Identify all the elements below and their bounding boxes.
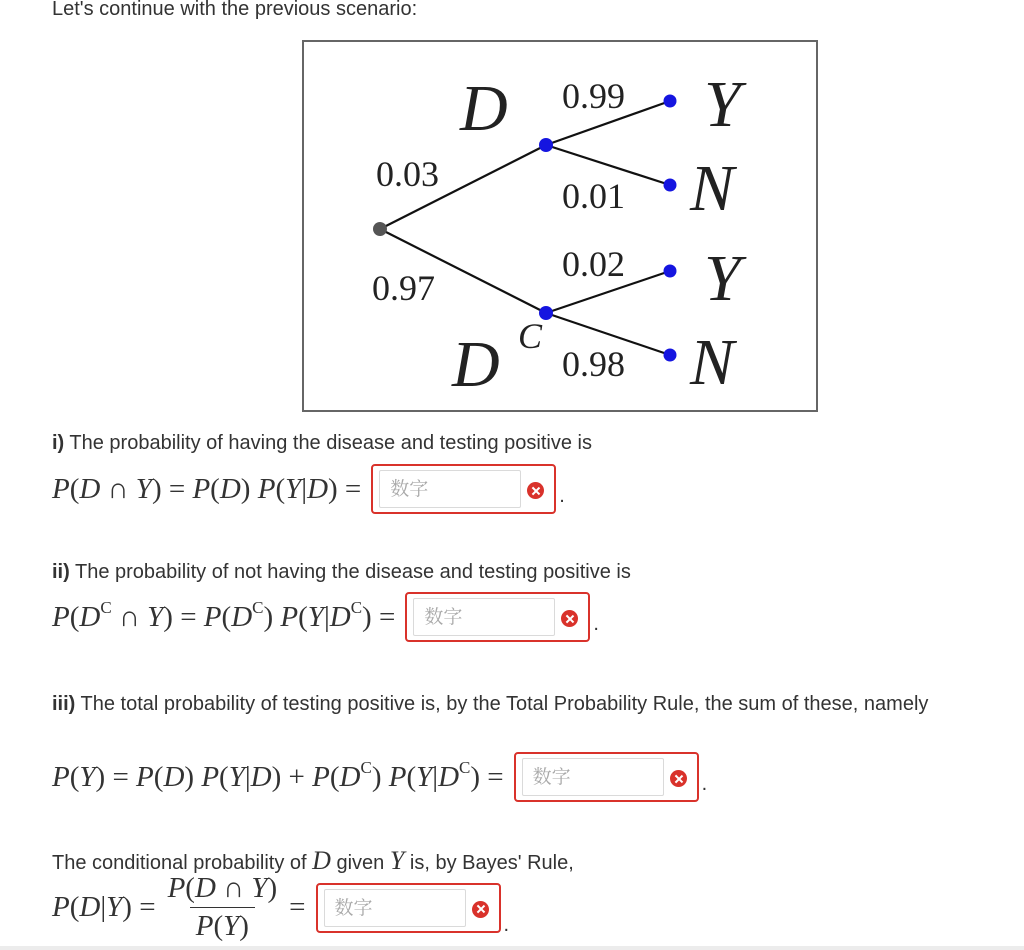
- question-3-number: iii): [52, 693, 76, 715]
- page-bottom-rule: [0, 946, 1024, 950]
- question-4-text-after: is, by Bayes' Rule,: [404, 852, 574, 874]
- error-icon: [472, 901, 489, 918]
- prob-d-n: 0.01: [562, 176, 625, 216]
- answer-4-container: [316, 883, 501, 933]
- prob-dc-y: 0.02: [562, 244, 625, 284]
- root-node: [373, 222, 387, 236]
- node-d: [539, 138, 553, 152]
- question-3-formula: P(Y) = P(D) $P(Y|D) + P(D^C) P(Y|D^C)$ =: [52, 757, 504, 793]
- question-2-formula: $P(D^C$ ∩ $Y) = P(D^C) P(Y|D^C)$ =: [52, 597, 396, 633]
- bayes-fraction: $\frac{P(D \cap Y)}{P(Y)}$: [167, 872, 278, 942]
- answer-2-container: [405, 592, 590, 642]
- question-3-text: The total probability of testing positive is, by the Total Probability Rule, the sum of these, namely: [75, 693, 929, 715]
- question-4-row: [52, 872, 509, 943]
- answer-3-input[interactable]: [522, 758, 664, 796]
- question-1-row: [52, 464, 565, 514]
- answer-2-input[interactable]: [413, 598, 555, 636]
- leaf-label-4: N: [690, 326, 735, 399]
- prob-root-upper: 0.03: [376, 154, 439, 194]
- leaf-node-1: [664, 95, 677, 108]
- intro-text: Let's continue with the previous scenario:: [52, 0, 418, 20]
- question-1-text: The probability of having the disease and testing positive is: [64, 432, 592, 454]
- error-icon: [670, 770, 687, 787]
- question-2-number: ii): [52, 561, 70, 583]
- question-3-row: [52, 752, 707, 802]
- prob-dc-n: 0.98: [562, 344, 625, 384]
- question-1-formula: P(D ∩ Y) = P(D) P(Y|D) =: [52, 472, 362, 505]
- question-2-text: The probability of not having the disease and testing positive is: [69, 561, 631, 583]
- question-4-text-mid: given: [330, 852, 390, 874]
- leaf-node-3: [664, 265, 677, 278]
- leaf-node-4: [664, 349, 677, 362]
- period: .: [701, 773, 708, 795]
- answer-3-container: [514, 752, 699, 802]
- period: .: [503, 914, 510, 936]
- tree-svg: [304, 42, 820, 414]
- prob-d-y: 0.99: [562, 76, 625, 116]
- period: .: [593, 613, 599, 635]
- answer-1-container: [371, 464, 556, 514]
- question-4-var-d: D: [312, 846, 331, 875]
- leaf-node-2: [664, 179, 677, 192]
- question-1-label: [52, 432, 592, 455]
- node-label-dc-sup: C: [518, 316, 543, 356]
- question-4-text-before: The conditional probability of: [52, 852, 313, 874]
- question-2-row: [52, 592, 599, 642]
- error-icon: [527, 482, 544, 499]
- leaf-label-3: Y: [704, 242, 741, 315]
- question-4-formula: P(D|Y) = $\frac{P(D \cap Y)}{P(Y)}$ =: [52, 872, 306, 942]
- answer-1-input[interactable]: [379, 470, 521, 508]
- error-icon: [561, 610, 578, 627]
- question-1-number: i): [52, 432, 65, 454]
- node-label-d: D: [460, 72, 508, 145]
- answer-4-input[interactable]: [324, 889, 466, 927]
- question-2-label: [52, 561, 631, 584]
- prob-root-lower: 0.97: [372, 268, 435, 308]
- leaf-label-2: N: [690, 152, 735, 225]
- period: .: [559, 485, 565, 507]
- question-4-var-y: Y: [389, 846, 405, 875]
- leaf-label-1: Y: [704, 68, 741, 141]
- probability-tree-diagram: [302, 40, 818, 412]
- node-label-dc: D: [452, 328, 500, 401]
- question-3-label: [52, 687, 1002, 721]
